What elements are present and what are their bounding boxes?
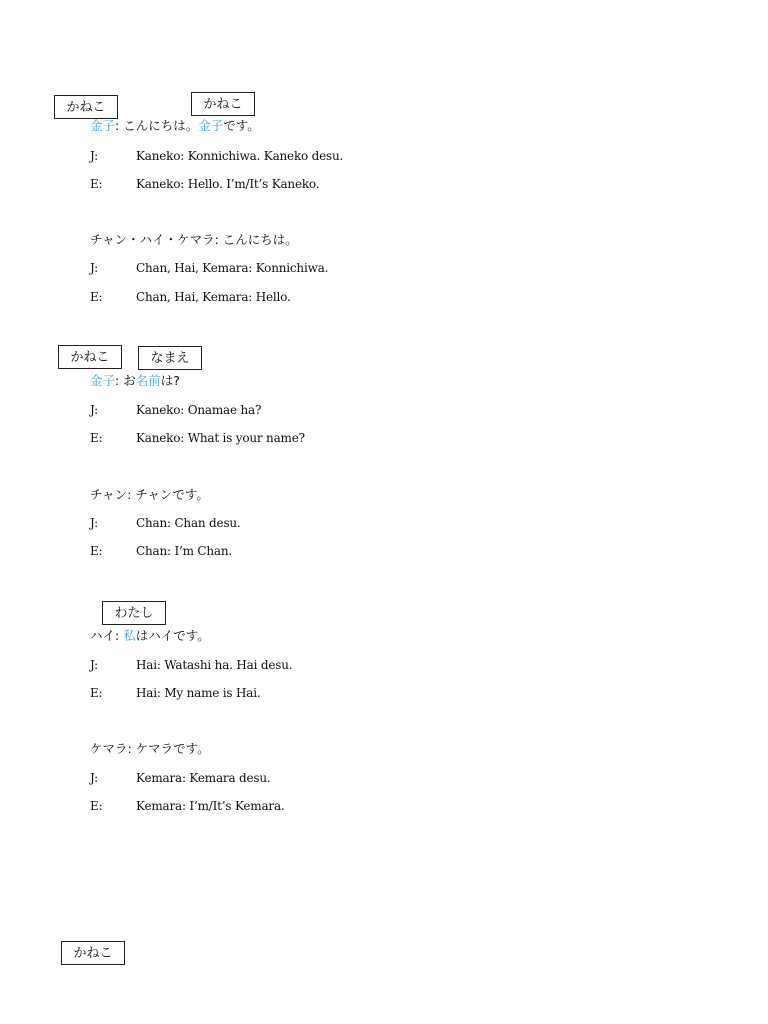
furigana-box-kaneko: かねこ bbox=[54, 95, 118, 119]
jp-part: : お bbox=[115, 373, 136, 388]
row-label: E: bbox=[90, 290, 103, 304]
jp-part: はハイです。 bbox=[135, 628, 210, 643]
jp-part: です。 bbox=[223, 118, 260, 133]
english-text: Chan, Hai, Kemara: Hello. bbox=[136, 290, 291, 304]
romaji-row bbox=[90, 401, 261, 419]
english-row bbox=[90, 175, 319, 193]
row-label: E: bbox=[90, 177, 103, 191]
english-text: Kemara: I’m/It’s Kemara. bbox=[136, 799, 285, 813]
romaji-row bbox=[90, 656, 292, 674]
row-label: J: bbox=[90, 658, 98, 672]
row-label: J: bbox=[90, 149, 98, 163]
english-row bbox=[90, 797, 285, 815]
romaji-text: Kaneko: Onamae ha? bbox=[136, 403, 262, 417]
english-row bbox=[90, 288, 291, 306]
english-row bbox=[90, 684, 260, 702]
english-row bbox=[90, 429, 305, 447]
furigana-box-kaneko: かねこ bbox=[191, 92, 255, 116]
jp-part: 金子 bbox=[90, 118, 116, 133]
furigana-box-kaneko: かねこ bbox=[58, 345, 122, 369]
romaji-row bbox=[90, 259, 328, 277]
romaji-text: Chan, Hai, Kemara: Konnichiwa. bbox=[136, 261, 329, 275]
japanese-line bbox=[90, 372, 180, 390]
jp-part: ケマラ: ケマラです。 bbox=[90, 741, 210, 756]
jp-part: 金子 bbox=[198, 118, 224, 133]
row-label: E: bbox=[90, 431, 103, 445]
romaji-row bbox=[90, 514, 241, 532]
row-label: E: bbox=[90, 686, 103, 700]
romaji-text: Kemara: Kemara desu. bbox=[136, 771, 271, 785]
row-label: J: bbox=[90, 403, 98, 417]
english-text: Kaneko: Hello. I’m/It’s Kaneko. bbox=[136, 177, 320, 191]
romaji-text: Chan: Chan desu. bbox=[136, 516, 241, 530]
romaji-row bbox=[90, 147, 343, 165]
row-label: J: bbox=[90, 771, 98, 785]
jp-part: : こんにちは。 bbox=[115, 118, 199, 133]
jp-part: チャン・ハイ・ケマラ: こんにちは。 bbox=[90, 232, 298, 247]
romaji-row bbox=[90, 769, 271, 787]
furigana-box-namae: なまえ bbox=[138, 346, 202, 370]
japanese-line bbox=[90, 117, 260, 135]
english-text: Kaneko: What is your name? bbox=[136, 431, 305, 445]
row-label: J: bbox=[90, 261, 98, 275]
furigana-box-kaneko: かねこ bbox=[61, 941, 125, 965]
romaji-text: Kaneko: Konnichiwa. Kaneko desu. bbox=[136, 149, 344, 163]
row-label: E: bbox=[90, 544, 103, 558]
romaji-text: Hai: Watashi ha. Hai desu. bbox=[136, 658, 293, 672]
jp-part: 名前 bbox=[135, 373, 161, 388]
japanese-line bbox=[90, 627, 210, 645]
jp-part: チャン: チャンです。 bbox=[90, 487, 209, 502]
english-text: Hai: My name is Hai. bbox=[136, 686, 261, 700]
jp-part: ハイ: bbox=[90, 628, 124, 643]
japanese-line bbox=[90, 486, 209, 504]
japanese-line bbox=[90, 740, 210, 758]
japanese-line bbox=[90, 231, 298, 249]
row-label: E: bbox=[90, 799, 103, 813]
row-label: J: bbox=[90, 516, 98, 530]
furigana-box-watashi: わたし bbox=[102, 601, 166, 625]
jp-part: は? bbox=[160, 373, 180, 388]
jp-part: 金子 bbox=[90, 373, 116, 388]
english-row bbox=[90, 542, 232, 560]
english-text: Chan: I’m Chan. bbox=[136, 544, 233, 558]
jp-part: 私 bbox=[123, 628, 136, 643]
